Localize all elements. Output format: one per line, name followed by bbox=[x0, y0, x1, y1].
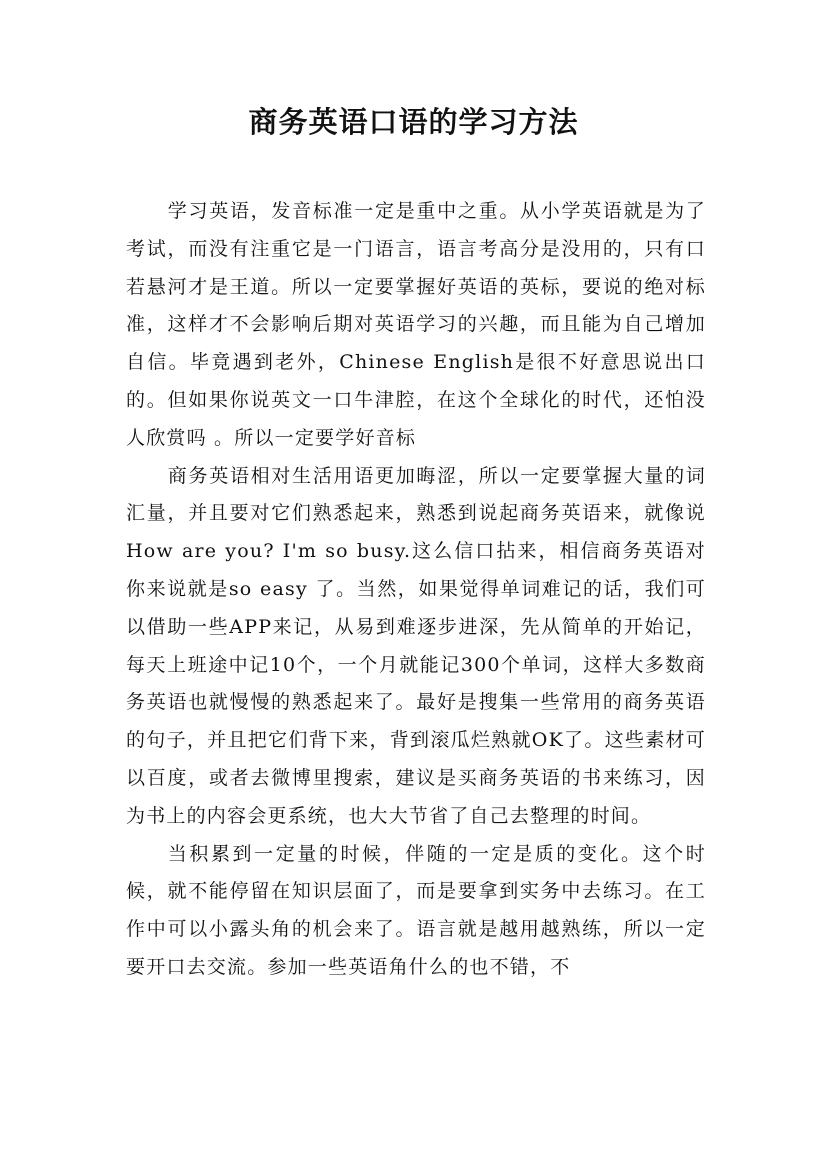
paragraph: 当积累到一定量的时候，伴随的一定是质的变化。这个时候，就不能停留在知识层面了，而是要拿到实务中去练习。在工作中可以小露头角的机会来了。语言就是越用越熟练，所以一定要开口去交流。参加一些英语角什么的也不错，不 bbox=[126, 842, 706, 978]
paragraph: 商务英语相对生活用语更加晦涩，所以一定要掌握大量的词汇量，并且要对它们熟悉起来，熟悉到说起商务英语来，就像说How are you? I'm so busy.这么信口拈来，相信商务英语对你来说就是so easy 了。当然，如果觉得单词难记的话，我们可以借助一些APP来记，从易到难逐步进深，先从简单的开始记，每天上班途中记10个，一个月就能记300个单词，这样大多数商务英语也就慢慢的熟悉起来了。最好是搜集一些常用的商务英语的句子，并且把它们背下来，背到滚瓜烂熟就OK了。这些素材可以百度，或者去微博里搜索，建议是买商务英语的书来练习，因为书上的内容会更系统，也大大节省了自己去整理的时间。 bbox=[126, 464, 706, 827]
paragraph: 学习英语，发音标准一定是重中之重。从小学英语就是为了考试，而没有注重它是一门语言，语言考高分是没用的，只有口若悬河才是王道。所以一定要掌握好英语的英标，要说的绝对标准，这样才不会影响后期对英语学习的兴趣，而且能为自己增加自信。毕竟遇到老外，Chinese English是很不好意思说出口的。但如果你说英文一口牛津腔，在这个全球化的时代，还怕没人欣赏吗 。所以一定要学好音标 bbox=[126, 200, 706, 449]
document-body bbox=[126, 193, 706, 987]
document-title: 商务英语口语的学习方法 bbox=[248, 105, 579, 139]
